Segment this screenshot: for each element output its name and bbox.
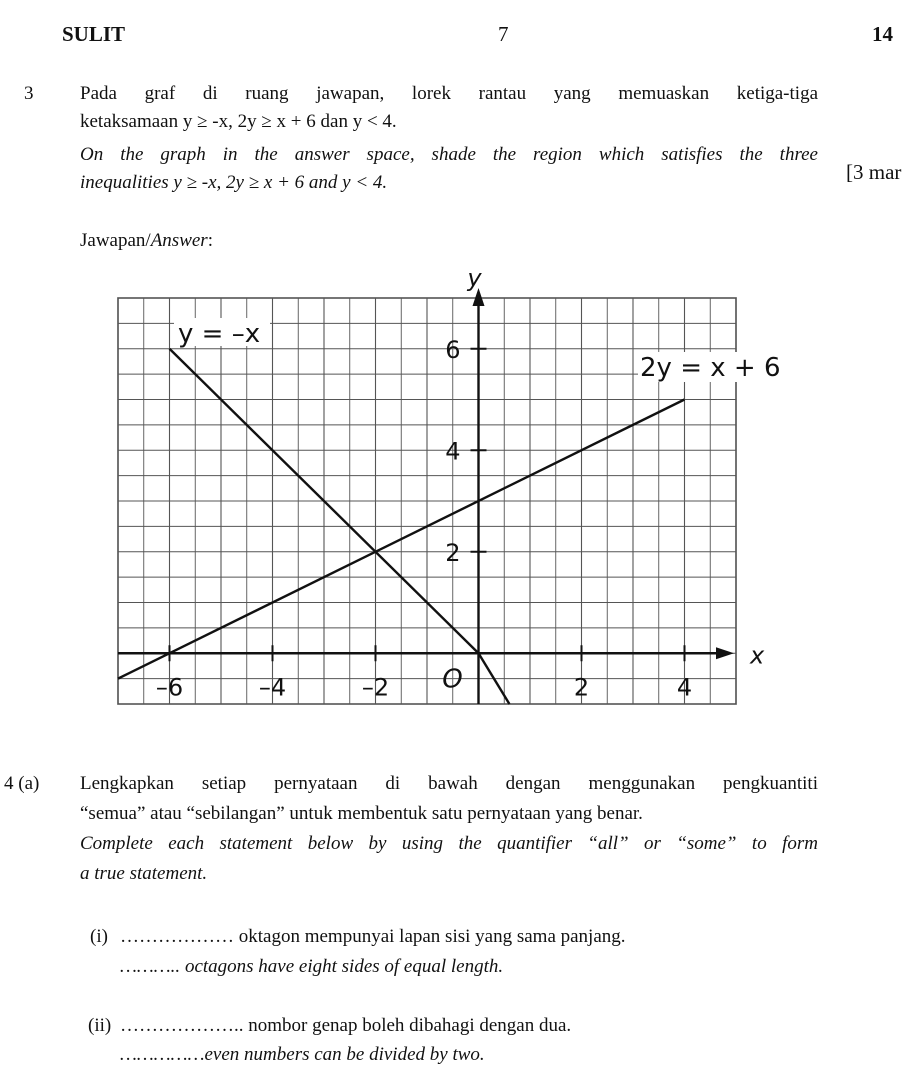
q3-malay-line1: Pada graf di ruang jawapan, lorek rantau yang memuaskan ketiga-tiga (80, 83, 818, 104)
item-ii-blank-english[interactable]: …………… (120, 1044, 205, 1065)
q3-english-line2: inequalities y ≥ -x, 2y ≥ x + 6 and y < 4. (80, 172, 388, 193)
x-tick-label: –6 (155, 673, 184, 702)
item-i-blank-malay[interactable]: ……………… (120, 926, 234, 947)
y-axis-label: y (467, 264, 482, 292)
item-i-malay-text: oktagon mempunyai lapan sisi yang sama panjang. (238, 926, 626, 947)
answer-label-english: Answer (150, 230, 208, 251)
item-i-malay (120, 926, 626, 948)
header-right: 14 (872, 22, 893, 46)
line2-label: 2y = x + 6 (640, 353, 781, 383)
y-tick-label: 2 (445, 538, 461, 567)
item-i-label: (i) (90, 926, 108, 947)
item-ii-label: (ii) (88, 1015, 112, 1036)
q4-malay-line2: “semua” atau “sebilangan” untuk membentuk satu pernyataan yang benar. (80, 803, 643, 824)
origin-label: O (442, 664, 463, 695)
item-i-english (120, 956, 503, 978)
q4-english-line1: Complete each statement below by using the quantifier “all” or “some” to form (80, 833, 818, 854)
x-tick-label: –4 (258, 673, 287, 702)
q4-malay-line1: Lengkapkan setiap pernyataan di bawah dengan menggunakan pengkuantiti (80, 773, 818, 794)
q3-marks: [3 mar (846, 160, 902, 184)
item-i-blank-english[interactable]: ……….. (120, 956, 181, 977)
x-tick-label: 2 (573, 673, 590, 702)
graph-labels (156, 264, 781, 701)
answer-label-malay: Jawapan/ (80, 230, 151, 251)
item-ii-english-text: even numbers can be divided by two. (204, 1044, 485, 1065)
page-number: 7 (498, 22, 509, 46)
answer-label-colon: : (207, 230, 213, 251)
item-ii-malay (120, 1015, 571, 1037)
item-ii-english (120, 1044, 485, 1066)
q4-english-line2: a true statement. (80, 863, 208, 884)
y-tick-label: 4 (445, 437, 461, 466)
q4-number: 4 (a) (4, 773, 40, 794)
q3-number: 3 (24, 83, 34, 104)
item-ii-blank-malay[interactable]: ……………….. (120, 1015, 244, 1036)
item-ii-malay-text: nombor genap boleh dibahagi dengan dua. (248, 1015, 572, 1036)
x-axis-label: x (750, 641, 765, 670)
line1-label: y = –x (178, 319, 261, 349)
q3-english-line1: On the graph in the answer space, shade the region which satisfies the three (80, 144, 818, 165)
header-left: SULIT (62, 22, 126, 46)
x-tick-label: –2 (361, 673, 390, 702)
x-axis-arrow (716, 647, 734, 659)
y-tick-label: 6 (445, 335, 461, 364)
graph-axes (118, 288, 734, 704)
item-i-english-text: octagons have eight sides of equal length. (184, 956, 504, 977)
answer-graph (0, 260, 908, 720)
answer-label (80, 230, 213, 252)
x-tick-label: 4 (676, 673, 693, 702)
q3-malay-line2: ketaksamaan y ≥ -x, 2y ≥ x + 6 dan y < 4. (80, 111, 397, 132)
